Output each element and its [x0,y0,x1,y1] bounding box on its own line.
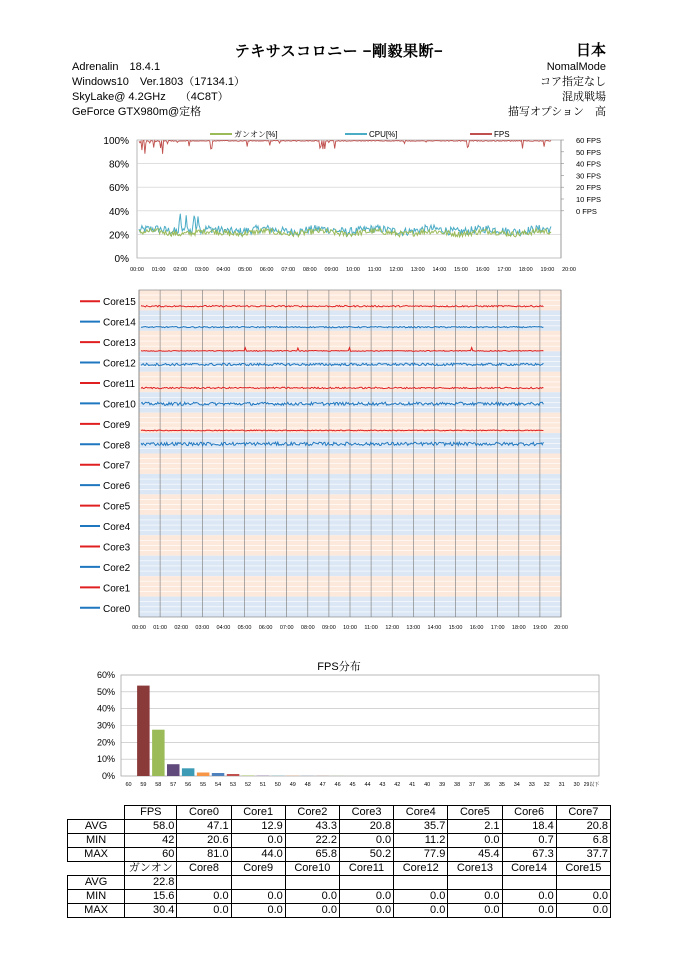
core-legend-label: Core2 [103,562,131,574]
stats-cell: 11.2 [394,834,448,848]
usage-xtick-label: 02:00 [173,267,188,273]
os-version: Windows10 Ver.1803（17134.1） [72,76,246,88]
fps-category-label: 48 [304,782,311,788]
system-info [72,60,245,120]
fps-category-label: 59 [140,782,147,788]
stats-column-header: Core14 [502,862,556,876]
distribution-ytick-label: 0% [101,771,115,781]
distribution-ytick-label: 60% [96,670,115,680]
core-xtick-label: 07:00 [279,625,294,631]
stats-column-header: Core9 [231,862,285,876]
fps-category-label: 29以下 [583,782,600,788]
usage-xtick-label: 05:00 [238,267,252,273]
fps-category-label: 47 [319,782,326,788]
stats-cell: 65.8 [285,848,339,862]
render-option: 描写オプション 高 [507,106,606,118]
stats-header-row [68,862,611,876]
usage-legend [210,130,510,139]
stats-column-header [68,806,125,820]
stats-cell: 0.0 [339,890,393,904]
stats-column-header: Core15 [556,862,610,876]
fps-ytick-label: 30 FPS [576,171,602,181]
cpu-info: SkyLake@ 4.2GHz （4C8T） [72,91,229,103]
stats-cell: 0.0 [556,904,610,918]
usage-xtick-label: 03:00 [194,267,209,273]
stats-cell: 20.8 [339,820,393,834]
stats-cell: 18.4 [502,820,556,834]
fps-bar [182,768,195,776]
fps-bar [152,730,165,776]
fps-category-label: 40 [424,782,431,788]
stats-cell: 0.0 [285,890,339,904]
fps-category-label: 37 [468,782,476,788]
stats-row [68,834,611,848]
core-legend-label: Core6 [103,481,131,493]
core-legend-label: Core13 [103,338,136,350]
usage-xtick-label: 20:00 [562,267,576,273]
fps-ytick-label: 50 FPS [576,147,602,157]
stats-cell: 22.8 [125,876,177,890]
fps-category-label: 57 [170,782,177,788]
stats-cell: 20.6 [177,834,231,848]
fps-bar [137,686,150,776]
stats-column-header: Core4 [394,806,448,820]
stats-column-header: Core5 [448,806,502,820]
core-usage-chart [0,285,678,635]
core-legend-label: Core4 [103,522,131,534]
usage-xtick-label: 07:00 [281,267,296,273]
core-legend-label: Core12 [103,358,136,370]
stats-column-header [68,862,125,876]
stats-column-header: Core2 [285,806,339,820]
usage-ytick-label: 100% [103,136,129,147]
core-xtick-label: 03:00 [195,625,210,631]
usage-xtick-label: 08:00 [302,267,317,273]
stats-row [68,904,611,918]
stats-cell [556,876,610,890]
core-xtick-label: 02:00 [174,625,189,631]
stats-cell [339,876,393,890]
stats-row-label: AVG [68,876,125,890]
core-legend-label: Core9 [103,419,131,431]
stats-cell: 0.7 [502,834,556,848]
stats-row [68,876,611,890]
stats-cell [448,876,502,890]
fps-category-label: 50 [274,782,281,788]
usage-xtick-label: 10:00 [346,267,360,273]
fps-ytick-label: 20 FPS [576,183,602,193]
stats-row-label: AVG [68,820,125,834]
game-mode: NomalMode [546,61,606,73]
stats-cell: 43.3 [285,820,339,834]
usage-xtick-label: 11:00 [367,267,382,273]
stats-cell: 44.0 [231,848,285,862]
stats-cell: 50.2 [339,848,393,862]
battlefield-type: 混成戦場 [562,91,606,103]
usage-xtick-label: 16:00 [475,267,490,273]
core-xtick-label: 06:00 [258,625,273,631]
legend-cpu-label: CPU[%] [369,130,398,139]
stats-cell: 0.0 [231,904,285,918]
fps-ytick-label: 60 FPS [576,136,602,145]
stats-column-header: Core7 [556,806,610,820]
usage-xtick-label: 19:00 [540,267,555,273]
core-xtick-label: 04:00 [216,625,231,631]
fps-category-label: 34 [513,782,520,788]
stats-cell: 58.0 [125,820,177,834]
stats-cell: 0.0 [394,890,448,904]
stats-column-header: Core6 [502,806,556,820]
fps-category-label: 43 [379,782,386,788]
usage-xtick-label: 01:00 [151,267,166,273]
fps-category-label: 52 [244,782,252,788]
stats-cell: 0.0 [448,904,502,918]
stats-column-header: Core10 [285,862,339,876]
stats-cell: 45.4 [448,848,502,862]
fps-category-label: 51 [259,782,266,788]
usage-xtick-label: 13:00 [410,267,425,273]
stats-cell: 0.0 [394,904,448,918]
stats-cell: 0.0 [177,890,231,904]
stats-cell: 60 [125,848,177,862]
usage-xtick-label: 17:00 [497,267,512,273]
core-legend-label: Core8 [103,440,131,452]
stats-cell: 0.0 [177,904,231,918]
stats-cell: 77.9 [394,848,448,862]
fps-category-label: 53 [229,782,237,788]
stats-cell: 35.7 [394,820,448,834]
stats-cell: 81.0 [177,848,231,862]
stats-cell: 0.0 [231,890,285,904]
core-xtick-label: 11:00 [364,625,378,631]
usage-xtick-label: 12:00 [389,267,404,273]
core-legend-label: Core14 [103,317,136,329]
stats-header-row [68,806,611,820]
usage-ytick-label: 0% [114,254,129,265]
stats-cell: 0.0 [231,834,285,848]
stats-row [68,890,611,904]
core-xtick-label: 13:00 [406,625,421,631]
core-legend-label: Core10 [103,399,136,411]
fps-category-label: 58 [155,782,162,788]
fps-bar [197,773,210,777]
core-legend-label: Core5 [103,501,131,513]
fps-category-label: 39 [439,782,446,788]
stats-cell [177,876,231,890]
stats-column-header: FPS [125,806,177,820]
stats-cell: 37.7 [556,848,610,862]
stats-cell: 15.6 [125,890,177,904]
core-xtick-label: 00:00 [132,625,146,631]
stats-column-header: Core1 [231,806,285,820]
fps-ytick-label: 40 FPS [576,159,602,169]
core-legend-label: Core1 [103,583,131,595]
fps-ytick-label: 0 FPS [576,206,597,216]
core-xtick-label: 16:00 [469,625,484,631]
stats-cell: 42 [125,834,177,848]
stats-cell: 0.0 [448,890,502,904]
stats-cell: 0.0 [502,890,556,904]
page-title: テキサスコロニー −剛毅果断− [234,43,444,60]
fps-category-label: 44 [364,782,371,788]
stats-column-header: Core12 [394,862,448,876]
fps-category-label: 32 [543,782,550,788]
core-xtick-label: 01:00 [153,625,167,631]
stats-cell: 67.3 [502,848,556,862]
stats-cell: 0.0 [556,890,610,904]
usage-xtick-label: 09:00 [324,267,339,273]
usage-xtick-label: 15:00 [454,267,468,273]
usage-xtick-label: 00:00 [130,267,144,273]
stats-cell: 6.8 [556,834,610,848]
usage-ytick-label: 40% [108,206,129,218]
core-legend-label: Core7 [103,460,131,472]
stats-cell: 47.1 [177,820,231,834]
distribution-ytick-label: 10% [96,754,115,765]
stats-column-header: Core11 [339,862,393,876]
driver-version: Adrenalin 18.4.1 [72,61,161,73]
stats-cell: 2.1 [448,820,502,834]
core-xtick-label: 10:00 [343,625,357,631]
usage-xtick-label: 06:00 [259,267,274,273]
fps-category-label: 30 [573,782,580,788]
stats-cell: 0.0 [339,834,393,848]
stats-cell: 20.8 [556,820,610,834]
usage-xtick-label: 14:00 [432,267,447,273]
stats-table [67,805,611,918]
game-settings [508,60,606,120]
usage-ytick-label: 20% [108,230,129,242]
stats-row-label: MAX [68,848,125,862]
fps-category-label: 31 [558,782,565,788]
fps-ytick-label: 10 FPS [576,195,602,204]
core-legend-label: Core0 [103,603,131,615]
core-xtick-label: 18:00 [511,625,526,631]
usage-ytick-label: 60% [108,183,129,195]
fps-bar [242,776,255,777]
stats-cell [231,876,285,890]
stats-row [68,848,611,862]
fps-category-label: 56 [185,782,192,788]
fps-category-label: 33 [528,782,535,788]
usage-ytick-label: 80% [108,159,129,171]
stats-cell: 30.4 [125,904,177,918]
stats-cell: 0.0 [502,904,556,918]
fps-category-label: 46 [334,782,341,788]
core-xtick-label: 15:00 [448,625,463,631]
stats-row [68,820,611,834]
stats-column-header: Core8 [177,862,231,876]
fps-bar [167,764,180,776]
core-xtick-label: 09:00 [322,625,336,631]
legend-fps-label: FPS [494,130,510,139]
stats-cell: 12.9 [231,820,285,834]
stats-cell: 0.0 [285,904,339,918]
country-label: 日本 [575,42,606,59]
legend-gpu-label: ガンオン[%] [234,130,278,139]
distribution-ytick-label: 20% [96,737,115,748]
fps-category-label: 35 [498,782,505,788]
core-legend-label: Core3 [103,542,131,554]
distribution-ytick-label: 40% [96,703,115,714]
fps-category-label: 42 [394,782,401,788]
usage-xtick-label: 18:00 [518,267,533,273]
fps-category-label: 60 [125,782,132,788]
stats-row-label: MIN [68,890,125,904]
core-xtick-label: 19:00 [533,625,547,631]
core-xtick-label: 08:00 [300,625,315,631]
fps-category-label: 49 [289,782,296,788]
stats-column-header: ガンオン [125,862,177,876]
stats-cell [502,876,556,890]
fps-bar [227,774,240,776]
stats-column-header: Core13 [448,862,502,876]
stats-cell: 0.0 [339,904,393,918]
fps-category-label: 38 [454,782,461,788]
stats-cell: 22.2 [285,834,339,848]
core-xtick-label: 05:00 [237,625,252,631]
distribution-ytick-label: 50% [96,686,115,697]
fps-category-label: 36 [483,782,491,788]
stats-cell: 0.0 [448,834,502,848]
core-xtick-label: 12:00 [385,625,400,631]
usage-fps-chart [0,125,678,280]
fps-distribution-chart [0,655,678,795]
stats-column-header: Core0 [177,806,231,820]
fps-category-label: 54 [215,782,222,788]
stats-cell [285,876,339,890]
stats-column-header: Core3 [339,806,393,820]
core-xtick-label: 20:00 [554,625,568,631]
core-legend-label: Core15 [103,297,136,309]
stats-row-label: MIN [68,834,125,848]
fps-bar [212,773,225,776]
distribution-ytick-label: 30% [96,720,115,731]
core-legend-label: Core11 [103,378,136,390]
gpu-info: GeForce GTX980m@定格 [72,106,202,118]
fps-category-label: 41 [409,782,416,788]
core-xtick-label: 17:00 [490,625,505,631]
stats-cell [394,876,448,890]
stats-row-label: MAX [68,904,125,918]
core-setting: コア指定なし [540,76,606,88]
fps-category-label: 55 [200,782,207,788]
usage-xtick-label: 04:00 [216,267,231,273]
fps-distribution-title: FPS分布 [317,661,361,673]
fps-category-label: 45 [349,782,356,788]
core-xtick-label: 14:00 [427,625,442,631]
usage-plot-area [137,140,561,258]
